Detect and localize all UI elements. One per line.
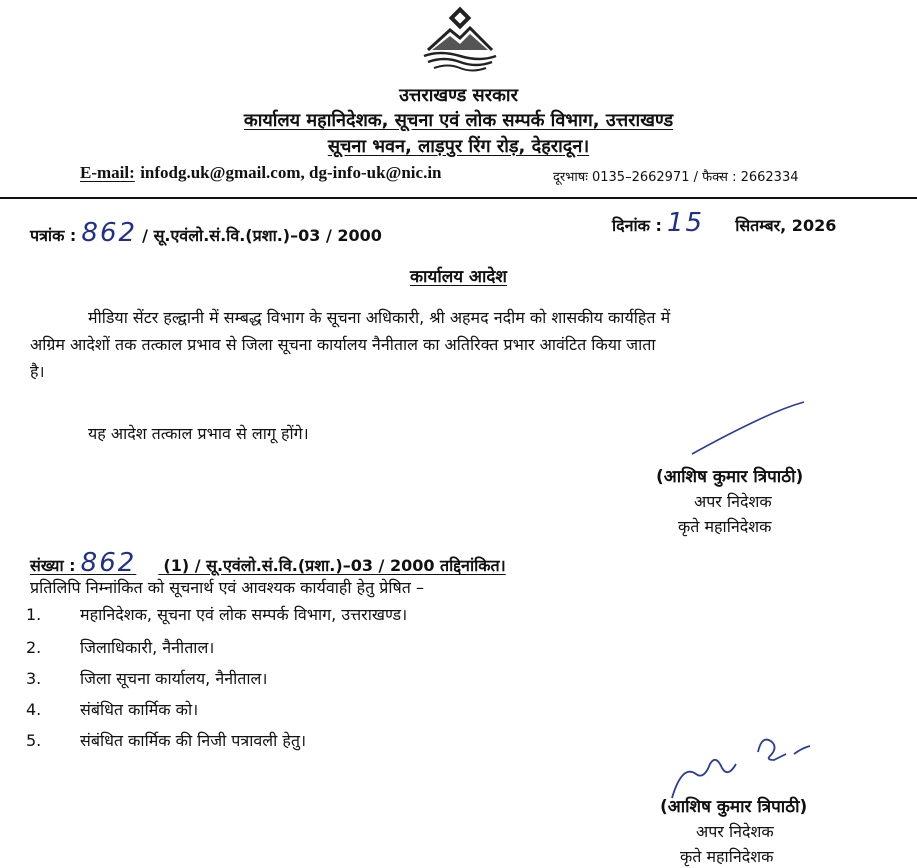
header-divider <box>0 197 917 199</box>
copy-label: संख्या : <box>30 556 76 575</box>
date-rest: सितम्बर, 2026 <box>735 216 837 235</box>
copy-intro: प्रतिलिपि निम्नांकित को सूचनार्थ एवं आवश्यक कार्यवाही हेतु प्रेषित – <box>30 578 424 597</box>
order-title: कार्यालय आदेश <box>410 267 507 287</box>
office-name: कार्यालय महानिदेशक, सूचना एवं लोक सम्पर्क विभाग, उत्तराखण्ड <box>243 110 674 131</box>
signature-stroke-1 <box>688 398 808 458</box>
list-item <box>0 667 267 689</box>
date-day-handwritten: 15 <box>667 208 705 238</box>
email-label: E-mail: <box>80 163 135 182</box>
list-item-text: संबंधित कार्मिक को। <box>80 700 199 719</box>
list-item-number: 5. <box>26 731 42 750</box>
phone-fax: दूरभाषः 0135–2662971 / फैक्स : 2662334 <box>553 170 799 185</box>
list-item <box>0 729 306 751</box>
ref-number-handwritten: 862 <box>81 218 138 248</box>
copy-suffix: (1) / सू.एवंलो.सं.वि.(प्रशा.)–03 / 2000 तद्दिनांकित। <box>163 556 506 575</box>
ref-label: पत्रांक : <box>30 226 77 245</box>
list-item-number: 2. <box>26 638 42 657</box>
list-item-text: महानिदेशक, सूचना एवं लोक सम्पर्क विभाग, उत्तराखण्ड। <box>80 605 408 624</box>
signatory1-designation: अपर निदेशक <box>694 492 772 511</box>
list-item-text: जिलाधिकारी, नैनीताल। <box>80 638 215 657</box>
govt-name: उत्तराखण्ड सरकार <box>399 85 518 106</box>
order-para2: यह आदेश तत्काल प्रभाव से लागू होंगे। <box>88 424 309 443</box>
list-item-text: संबंधित कार्मिक की निजी पत्रावली हेतु। <box>80 731 307 750</box>
list-item <box>0 636 214 658</box>
list-item-number: 1. <box>26 605 42 624</box>
state-emblem-icon <box>420 6 500 76</box>
signature-scribble-2 <box>662 724 822 804</box>
order-para1-line3: है। <box>30 362 45 381</box>
date-label: दिनांक : <box>612 216 662 235</box>
email-value: infodg.uk@gmail.com, dg-info-uk@nic.in <box>140 163 442 182</box>
list-item-text: जिला सूचना कार्यालय, नैनीताल। <box>80 669 268 688</box>
letter-date <box>612 208 836 238</box>
contact-line <box>80 163 442 183</box>
order-para1-line2: अग्रिम आदेशों तक तत्काल प्रभाव से जिला सूचना कार्यालय नैनीताल का अतिरिक्त प्रभार आवंटित किया जाता <box>30 335 656 354</box>
order-para1-line1: मीडिया सेंटर हल्द्वानी में सम्बद्ध विभाग के सूचना अधिकारी, श्री अहमद नदीम को शासकीय कार्यहित में <box>88 308 671 327</box>
copy-number-handwritten: 862 <box>80 548 137 578</box>
list-item-number: 4. <box>26 700 42 719</box>
letter-ref <box>30 218 382 248</box>
list-item <box>0 698 198 720</box>
copy-ref <box>30 548 506 578</box>
list-item <box>0 603 407 625</box>
signatory2-designation: अपर निदेशक <box>696 822 774 841</box>
list-item-number: 3. <box>26 669 42 688</box>
signatory2-for: कृते महानिदेशक <box>680 847 774 866</box>
ref-suffix: / सू.एवंलो.सं.वि.(प्रशा.)–03 / 2000 <box>142 226 382 245</box>
signatory1-for: कृते महानिदेशक <box>678 517 772 536</box>
signatory2-name: (आशिष कुमार त्रिपाठी) <box>660 797 808 817</box>
signatory1-name: (आशिष कुमार त्रिपाठी) <box>656 467 804 487</box>
office-address: सूचना भवन, लाड़पुर रिंग रोड़, देहरादून। <box>327 136 590 157</box>
